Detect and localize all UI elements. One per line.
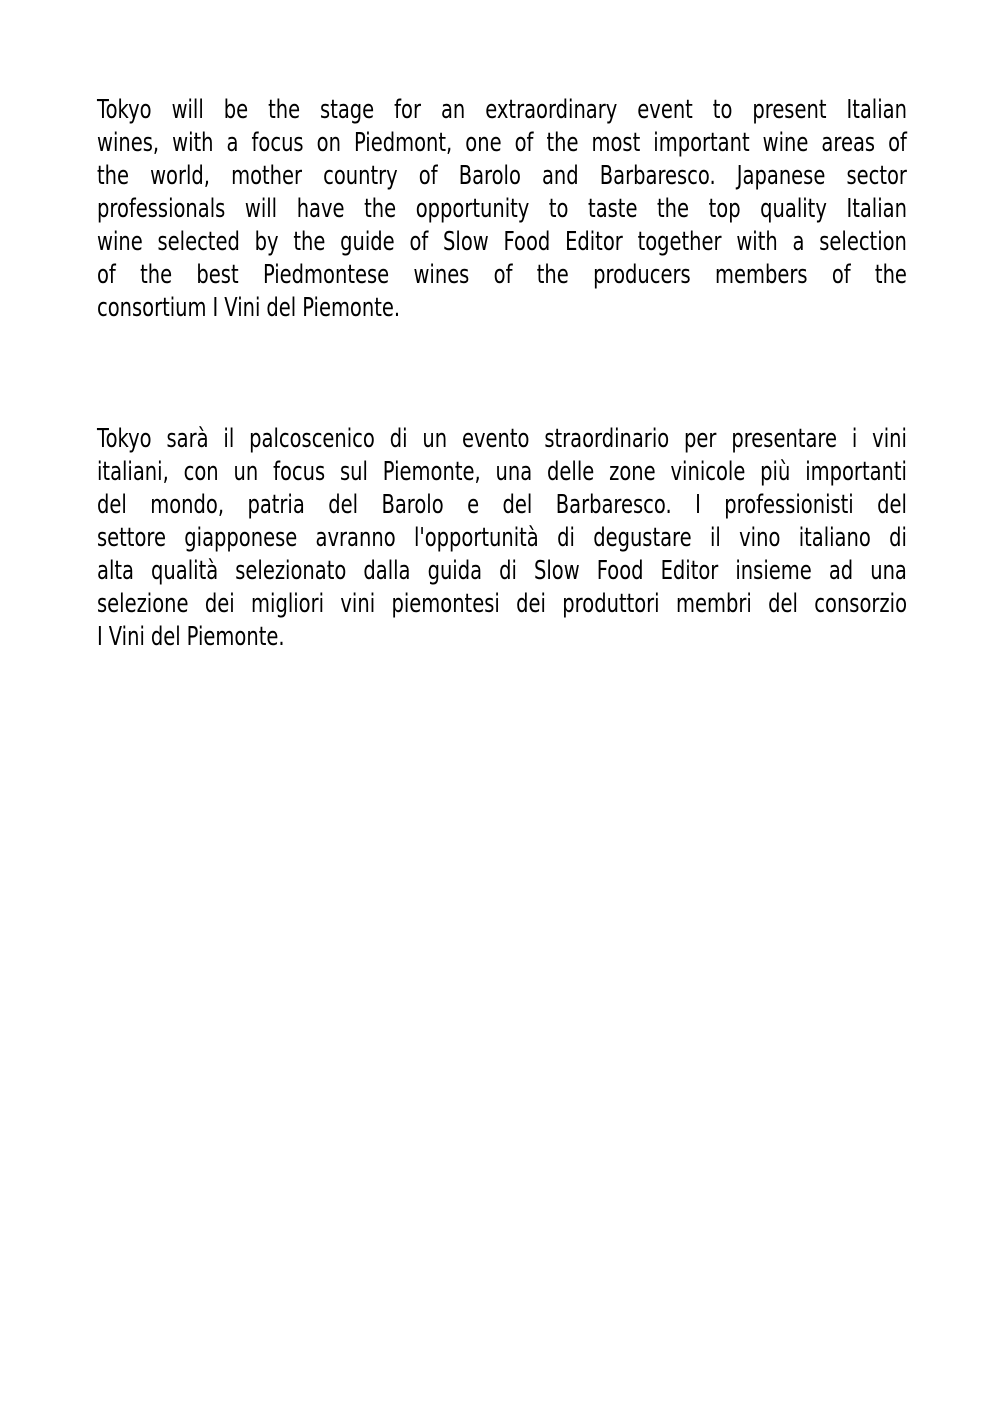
word: top [708, 194, 741, 224]
word: of [493, 260, 513, 290]
word: vino [739, 523, 781, 553]
word: the [140, 260, 173, 290]
word: del [328, 490, 359, 520]
word: Slow [534, 556, 580, 586]
word: un [422, 424, 448, 454]
word: the [268, 95, 301, 125]
word: di [499, 556, 517, 586]
text-line [97, 127, 907, 160]
word: Editor [660, 556, 719, 586]
word: the [874, 260, 907, 290]
word: delle [547, 457, 595, 487]
word: one [465, 128, 502, 158]
text-line [97, 456, 907, 489]
word: Barbaresco. [599, 161, 716, 191]
word: for [394, 95, 421, 125]
word: important [653, 128, 750, 158]
word: most [591, 128, 641, 158]
word: vinicole [670, 457, 746, 487]
word: an [440, 95, 466, 125]
word: of [97, 260, 116, 290]
word: Tokyo [97, 424, 152, 454]
word: professionals [97, 194, 226, 224]
word: professionisti [724, 490, 854, 520]
word: mondo, [150, 490, 225, 520]
word: del [266, 293, 297, 323]
word: and [541, 161, 579, 191]
word: be [223, 95, 249, 125]
word: mother [231, 161, 303, 191]
word: the [536, 260, 569, 290]
word: will [244, 194, 278, 224]
word: selezione [97, 589, 189, 619]
word: of [888, 128, 907, 158]
word: best [196, 260, 239, 290]
word: the [364, 194, 397, 224]
word: dei [204, 589, 235, 619]
word: guide [340, 227, 395, 257]
word: sul [340, 457, 368, 487]
word: presentare [731, 424, 837, 454]
word: Tokyo [97, 95, 152, 125]
word: wine [97, 227, 143, 257]
text-line [97, 94, 907, 127]
word: of [831, 260, 851, 290]
word: qualità [151, 556, 219, 586]
text-line [97, 423, 907, 456]
word: Vini [108, 622, 145, 652]
word: membri [675, 589, 752, 619]
word: giapponese [184, 523, 298, 553]
word: evento [461, 424, 530, 454]
word: patria [247, 490, 305, 520]
word: sarà [166, 424, 209, 454]
word: I [212, 293, 219, 323]
document-text [97, 94, 1004, 654]
word: con [183, 457, 219, 487]
word: of [418, 161, 438, 191]
word: a [226, 128, 239, 158]
word: guida [427, 556, 483, 586]
word: del [768, 589, 798, 619]
word: wines [413, 260, 470, 290]
word: Piemonte. [302, 293, 401, 323]
word: focus [273, 457, 326, 487]
word: on [316, 128, 341, 158]
word: settore [97, 523, 166, 553]
word: consortium [97, 293, 207, 323]
word: italiano [798, 523, 871, 553]
text-line [97, 588, 907, 621]
word: Barbaresco. [555, 490, 672, 520]
word: Barolo [458, 161, 521, 191]
word: event [637, 95, 693, 125]
word: with [172, 128, 214, 158]
word: selected [157, 227, 240, 257]
word: members [714, 260, 808, 290]
word: Editor [565, 227, 623, 257]
paragraph-english [97, 94, 907, 325]
word: have [296, 194, 345, 224]
word: dei [516, 589, 546, 619]
word: wines, [97, 128, 160, 158]
word: of [409, 227, 429, 257]
word: e [467, 490, 480, 520]
word: I [97, 622, 103, 652]
word: the [97, 161, 130, 191]
word: the [657, 194, 690, 224]
word: il [223, 424, 235, 454]
word: wine [762, 128, 809, 158]
word: Piemonte, [382, 457, 481, 487]
word: present [752, 95, 827, 125]
word: i [851, 424, 858, 454]
word: italiani, [97, 457, 169, 487]
word: vini [340, 589, 376, 619]
text-line [97, 555, 907, 588]
word: producers [593, 260, 691, 290]
word: together [637, 227, 722, 257]
word: selezionato [235, 556, 347, 586]
word: of [514, 128, 534, 158]
word: del [150, 622, 181, 652]
word: ad [828, 556, 854, 586]
word: to [548, 194, 569, 224]
word: palcoscenico [249, 424, 375, 454]
word: Italian [846, 194, 907, 224]
word: Italian [846, 95, 907, 125]
word: più [760, 457, 791, 487]
word: produttori [562, 589, 660, 619]
text-line [97, 489, 907, 522]
word: Slow [443, 227, 489, 257]
word: piemontesi [391, 589, 500, 619]
word: Vini [224, 293, 261, 323]
word: sector [846, 161, 907, 191]
word: di [557, 523, 575, 553]
word: insieme [735, 556, 812, 586]
word: stage [320, 95, 375, 125]
word: the [546, 128, 579, 158]
word: the [293, 227, 326, 257]
word: il [709, 523, 721, 553]
word: Japanese [736, 161, 826, 191]
text-line [97, 522, 907, 555]
word: Piedmontese [262, 260, 390, 290]
word: extraordinary [485, 95, 618, 125]
word: alta [97, 556, 134, 586]
paragraph-italian [97, 423, 907, 654]
word: country [323, 161, 398, 191]
word: l'opportunità [413, 523, 539, 553]
word: una [870, 556, 907, 586]
text-line [97, 259, 907, 292]
word: Food [503, 227, 551, 257]
word: degustare [593, 523, 692, 553]
word: by [254, 227, 279, 257]
word: di [889, 523, 907, 553]
word: Piedmont, [353, 128, 453, 158]
word: focus [251, 128, 304, 158]
word: selection [819, 227, 907, 257]
word: will [171, 95, 204, 125]
word: del [877, 490, 907, 520]
word: Barolo [381, 490, 444, 520]
word: straordinario [544, 424, 670, 454]
text-line [97, 621, 907, 654]
word: opportunity [415, 194, 530, 224]
word: dalla [363, 556, 411, 586]
word: importanti [805, 457, 907, 487]
word: vini [872, 424, 907, 454]
word: with [736, 227, 778, 257]
word: I [695, 490, 701, 520]
word: migliori [251, 589, 325, 619]
word: consorzio [814, 589, 907, 619]
word: a [792, 227, 805, 257]
word: zone [609, 457, 656, 487]
text-line [97, 226, 907, 259]
word: di [389, 424, 408, 454]
word: taste [588, 194, 638, 224]
word: areas [821, 128, 876, 158]
text-line [97, 193, 907, 226]
word: Food [596, 556, 644, 586]
text-line [97, 292, 907, 325]
word: del [502, 490, 533, 520]
word: to [712, 95, 733, 125]
word: world, [150, 161, 210, 191]
word: del [97, 490, 127, 520]
word: avranno [315, 523, 396, 553]
word: quality [760, 194, 827, 224]
word: Piemonte. [186, 622, 285, 652]
word: una [495, 457, 533, 487]
text-line [97, 160, 907, 193]
word: un [233, 457, 259, 487]
word: per [684, 424, 717, 454]
